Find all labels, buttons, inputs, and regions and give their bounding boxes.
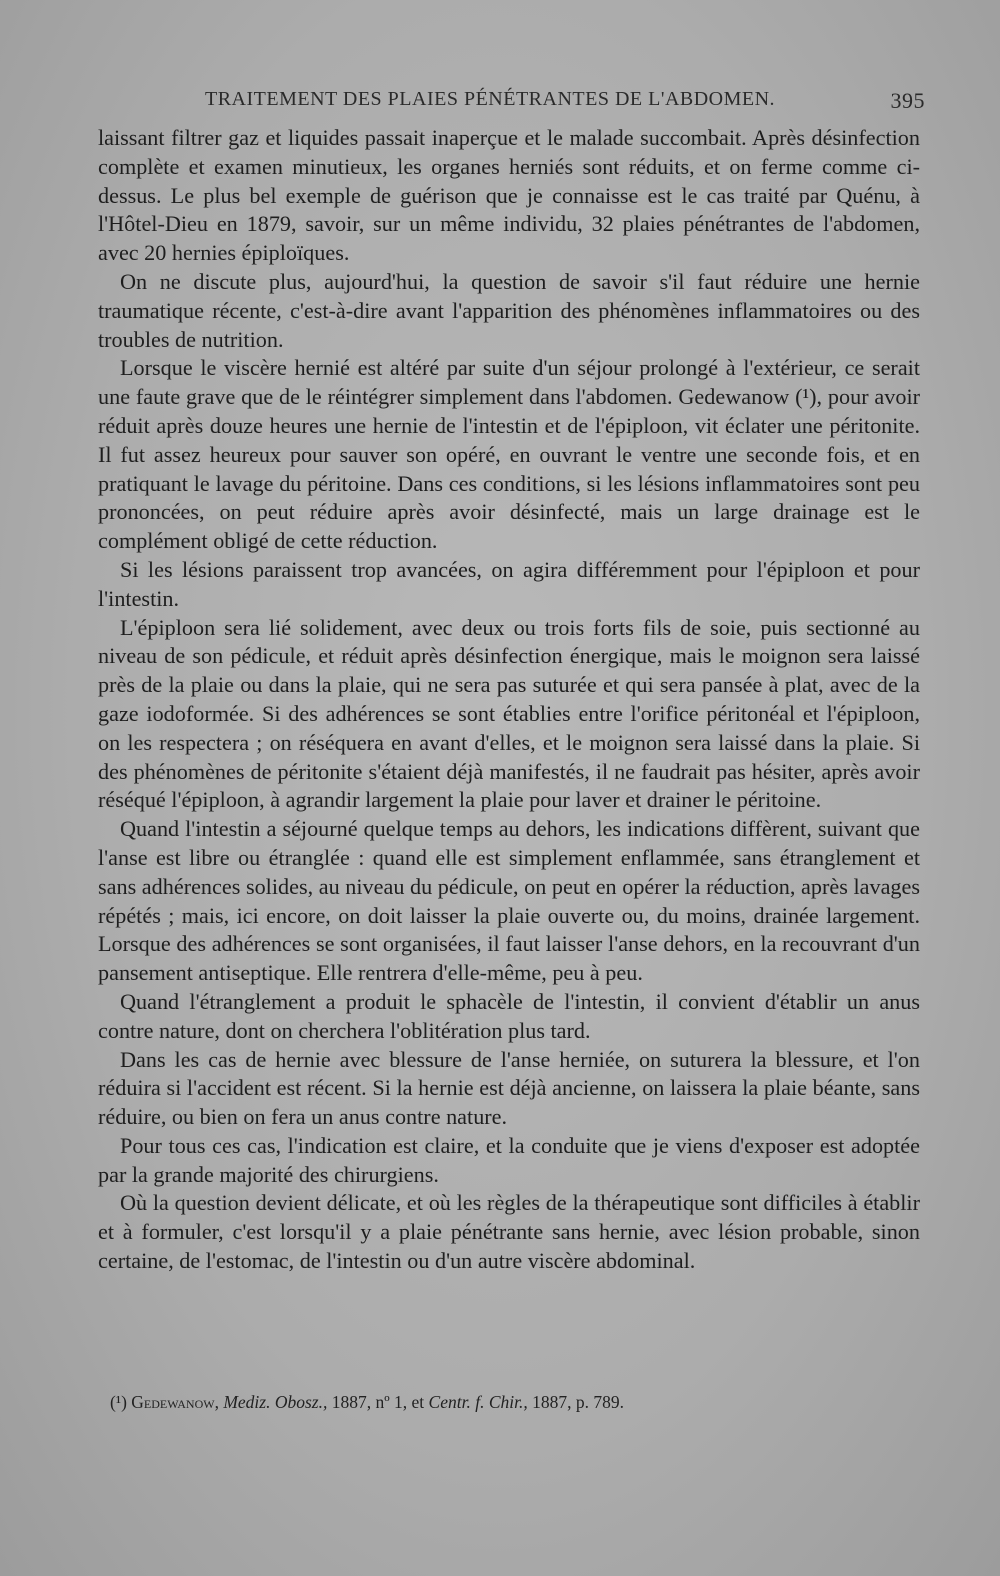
footnote-journal-1: Mediz. Obosz., — [223, 1392, 328, 1412]
footnote-journal-2: Centr. f. Chir., — [428, 1392, 528, 1412]
paragraph-8: Dans les cas de hernie avec blessure de l'anse herniée, on suturera la blessure, et l'on réduira si l'accident est récent. Si la hernie est déjà ancienne, on laissera la plaie béante, sans réduire, ou bien on fera un anus contre nature. — [98, 1046, 920, 1130]
footnote-author: Gedewanow, — [131, 1392, 219, 1412]
paragraph-2: On ne discute plus, aujourd'hui, la question de savoir s'il faut réduire une hernie traumatique récente, c'est-à-dire avant l'apparition des phénomènes inflammatoires ou des troubles de nutrition. — [98, 268, 920, 352]
paragraph-10: Où la question devient délicate, et où les règles de la thérapeutique sont difficiles à établir et à formuler, c'est lorsqu'il y a plaie pénétrante sans hernie, avec lésion probable, sinon certaine, de l'estomac, de l'intestin ou d'un autre viscère abdominal. — [98, 1190, 920, 1274]
running-title: TRAITEMENT DES PLAIES PÉNÉTRANTES DE L'ABDOMEN. — [205, 88, 776, 110]
body-text — [98, 124, 920, 1276]
paragraph-9: Pour tous ces cas, l'indication est claire, et la conduite que je viens d'exposer est adoptée par la grande majorité des chirurgiens. — [98, 1132, 920, 1187]
paragraph-6: Quand l'intestin a séjourné quelque temps au dehors, les indications diffèrent, suivant que l'anse est libre ou étranglée : quand elle est simplement enflammée, sans étranglement et sans adhérences solides, au niveau du pédicule, on peut en opérer la réduction, après lavages répétés ; mais, ici encore, on doit laisser la plaie ouverte ou, du moins, drainée largement. Lorsque des adhérences se sont organisées, il faut laisser l'anse dehors, en la recouvrant d'un pansement antiseptique. Elle rentrera d'elle-même, peu à peu. — [98, 816, 920, 986]
running-header — [205, 88, 925, 111]
footnote-text-2: 1887, p. 789. — [532, 1392, 624, 1412]
paragraph-4: Si les lésions paraissent trop avancées, on agira différemment pour l'épiploon et pour l'intestin. — [98, 556, 920, 611]
footnote-text-1: 1887, nº 1, et — [331, 1392, 425, 1412]
page-number: 395 — [890, 88, 925, 113]
footnote — [110, 1392, 910, 1413]
paragraph-7: Quand l'étranglement a produit le sphacèle de l'intestin, il convient d'établir un anus contre nature, dont on cherchera l'oblitération plus tard. — [98, 988, 920, 1043]
footnote-marker: (¹) — [110, 1392, 127, 1412]
paragraph-5: L'épiploon sera lié solidement, avec deux ou trois forts fils de soie, puis sectionné au niveau de son pédicule, et réduit après désinfection énergique, mais le moignon sera laissé près de la plaie ou dans la plaie, qui ne sera pas suturée et qui sera pansée à plat, avec de la gaze iodoformée. Si des adhérences se sont établies entre l'orifice péritonéal et l'épiploon, on les respectera ; on réséquera en avant d'elles, et le moignon sera laissé dans la plaie. Si des phénomènes de péritonite s'étaient déjà manifestés, il ne faudrait pas hésiter, après avoir réséqué l'épiploon, à agrandir largement la plaie pour laver et drainer le péritoine. — [98, 614, 920, 813]
paragraph-3: Lorsque le viscère hernié est altéré par suite d'un séjour prolongé à l'extérieur, ce serait une faute grave que de le réintégrer simplement dans l'abdomen. Gedewanow (¹), pour avoir réduit après douze heures une hernie de l'intestin et de l'épiploon, vit éclater une péritonite. Il fut assez heureux pour sauver son opéré, en ouvrant le ventre une seconde fois, et en pratiquant le lavage du péritoine. Dans ces conditions, si les lésions inflammatoires sont peu prononcées, on peut réduire après avoir désinfecté, mais un large drainage est le complément obligé de cette réduction. — [98, 355, 920, 554]
paragraph-1: laissant filtrer gaz et liquides passait inaperçue et le malade succombait. Après désinfection complète et examen minutieux, les organes herniés sont réduits, et on ferme comme ci-dessus. Le plus bel exemple de guérison que je connaisse est le cas traité par Quénu, à l'Hôtel-Dieu en 1879, savoir, sur un même individu, 32 plaies pénétrantes de l'abdomen, avec 20 hernies épiploïques. — [98, 125, 920, 266]
